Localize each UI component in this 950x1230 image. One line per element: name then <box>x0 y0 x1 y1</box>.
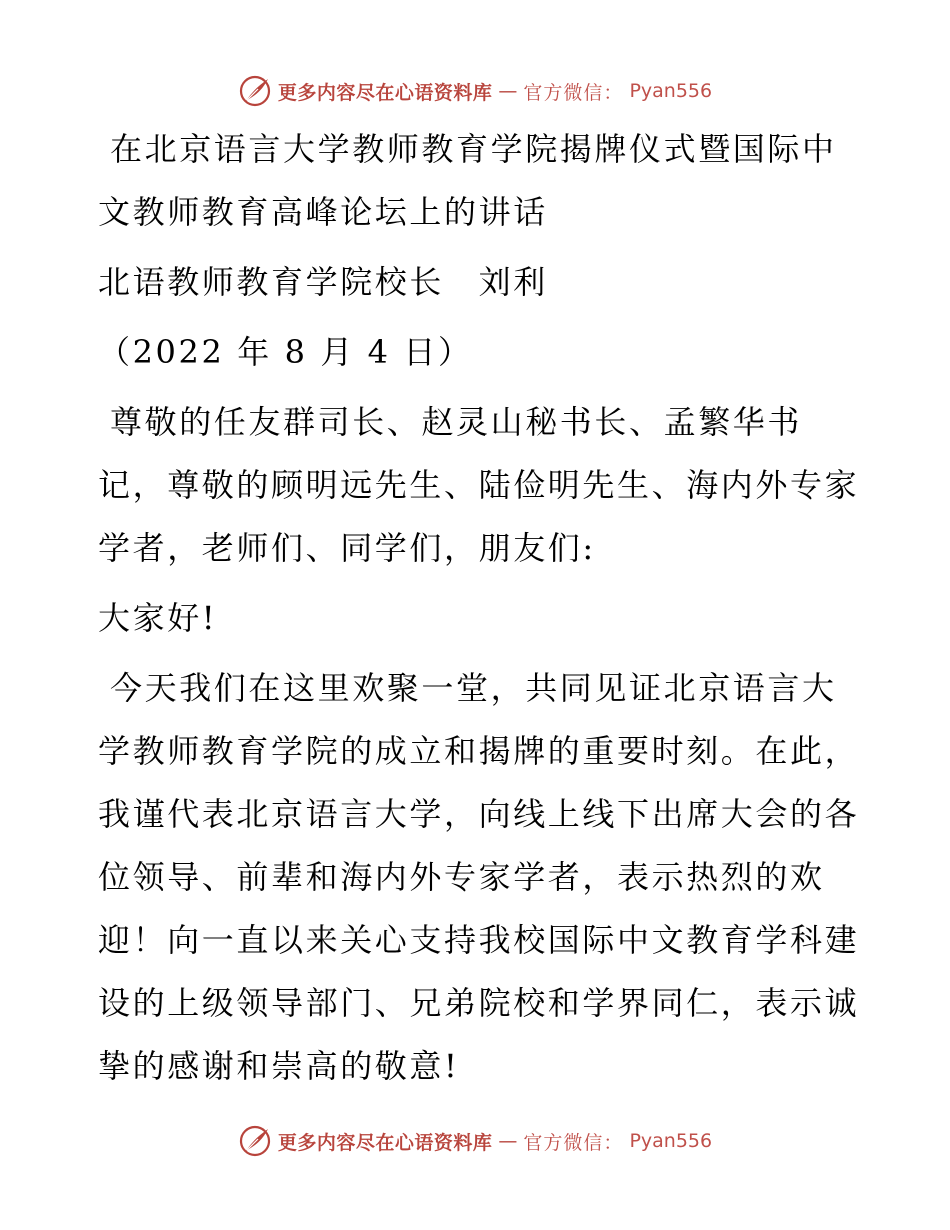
title-line-2: 文教师教育高峰论坛上的讲话 <box>98 193 548 231</box>
title-line-1: 在北京语言大学教师教育学院揭牌仪式暨国际中 <box>110 130 837 168</box>
salutation-line-1: 尊敬的任友群司长、赵灵山秘书长、孟繁华书 <box>110 403 803 441</box>
watermark-sub-text: 官方微信： <box>523 1131 624 1154</box>
document-body <box>98 118 858 1098</box>
salutation-paragraph <box>98 391 858 580</box>
body-line-5: 迎！向一直以来关心支持我校国际中文教育学科建 <box>98 921 860 959</box>
quill-logo-icon <box>238 74 272 108</box>
quill-logo-icon <box>238 1124 272 1158</box>
document-title <box>98 118 858 244</box>
salutation-line-2: 记，尊敬的顾明远先生、陆俭明先生、海内外专家 <box>98 466 860 504</box>
greeting: 大家好! <box>98 599 218 637</box>
body-line-7: 挚的感谢和崇高的敬意! <box>98 1047 460 1085</box>
watermark-main-text: 更多内容尽在心语资料库 <box>277 1131 493 1154</box>
body-line-2: 学教师教育学院的成立和揭牌的重要时刻。在此， <box>98 732 860 770</box>
watermark-main-text: 更多内容尽在心语资料库 <box>277 81 493 104</box>
salutation-line-3: 学者，老师们、同学们，朋友们: <box>98 529 596 567</box>
body-line-1: 今天我们在这里欢聚一堂，共同见证北京语言大 <box>110 669 837 707</box>
watermark-wechat-id: Pyan556 <box>629 80 713 102</box>
document-date: （2022 年 8 月 4 日） <box>98 333 473 371</box>
watermark-footer <box>0 1121 950 1161</box>
watermark-header <box>0 71 950 111</box>
watermark-wechat-id: Pyan556 <box>629 1130 713 1152</box>
document-author: 北语教师教育学院校长 刘利 <box>98 263 548 301</box>
body-line-3: 我谨代表北京语言大学，向线上线下出席大会的各 <box>98 795 860 833</box>
watermark-separator: — <box>498 1130 518 1152</box>
body-line-4: 位领导、前辈和海内外专家学者，表示热烈的欢 <box>98 858 825 896</box>
watermark-separator: — <box>498 80 518 102</box>
body-line-6: 设的上级领导部门、兄弟院校和学界同仁，表示诚 <box>98 984 860 1022</box>
watermark-sub-text: 官方微信： <box>523 81 624 104</box>
body-paragraph <box>98 657 858 1098</box>
